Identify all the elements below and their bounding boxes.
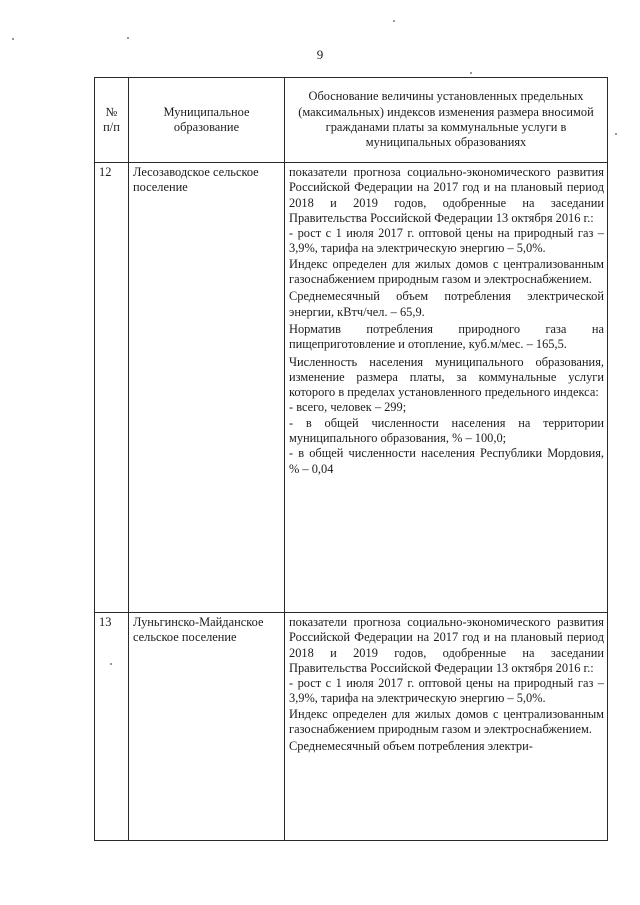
justification-paragraph: показатели прогноза социально-экономического развития Российской Федерации на 2017 год и на плановый период 2018 и 2019 годов, одобренные на заседании Правительства Российской Федерации 13 октября 2016 г.: [289,615,604,675]
scan-speck [12,38,14,40]
scan-speck [615,133,617,135]
table-header-row [95,78,608,163]
row-municipality: Лесозаводское сельское поселение [129,163,285,613]
justification-paragraph: Среднемесячный объем потребления электри- [289,739,533,754]
header-num: № п/п [95,78,129,163]
justification-paragraph: Среднемесячный объем потребления электрической энергии, кВтч/чел. – 65,9. [289,289,604,319]
page-number: 9 [316,47,324,62]
header-municipality: Муниципальное образование [129,78,285,163]
table-row [95,163,608,613]
row-number: 12 [95,163,129,613]
row-number: 13 [95,613,129,841]
scan-speck [393,20,395,22]
justification-paragraph: - всего, человек – 299; [289,400,407,415]
scan-speck [110,663,112,665]
justification-paragraph: Норматив потребления природного газа на пищеприготовление и отопление, куб.м/мес. – 165,5. [289,321,604,352]
table-row [95,613,608,841]
scan-speck [127,37,129,39]
scan-speck [470,72,472,74]
justification-paragraph: - в общей численности населения Республики Мордовия, % – 0,04 [289,446,604,476]
row-justification [285,613,608,841]
row-justification [285,163,608,613]
row-municipality: Луньгинско-Майданское сельское поселение [129,613,285,841]
indices-table [94,77,608,841]
justification-paragraph: - рост с 1 июля 2017 г. оптовой цены на природный газ – 3,9%, тарифа на электрическую энергию – 5,0%. [289,676,604,706]
header-justification: Обоснование величины установленных предельных (максимальных) индексов изменения размера вносимой гражданами платы за коммунальные услуги в муниципальных образованиях [285,78,608,163]
justification-paragraph: - в общей численности населения на территории муниципального образования, % – 100,0; [289,415,604,446]
justification-paragraph: Численность населения муниципального образования, изменение размера платы, за коммунальные услуги которого в пределах установленного предельного индекса: [289,354,604,400]
justification-paragraph: Индекс определен для жилых домов с централизованным газоснабжением природным газом и электроснабжением. [289,256,604,287]
justification-paragraph: Индекс определен для жилых домов с централизованным газоснабжением природным газом и электроснабжением. [289,706,604,737]
justification-paragraph: - рост с 1 июля 2017 г. оптовой цены на природный газ – 3,9%, тарифа на электрическую энергию – 5,0%. [289,226,604,256]
justification-paragraph: показатели прогноза социально-экономического развития Российской Федерации на 2017 год и на плановый период 2018 и 2019 годов, одобренные на заседании Правительства Российской Федерации 13 октября 2016 г.: [289,165,604,225]
